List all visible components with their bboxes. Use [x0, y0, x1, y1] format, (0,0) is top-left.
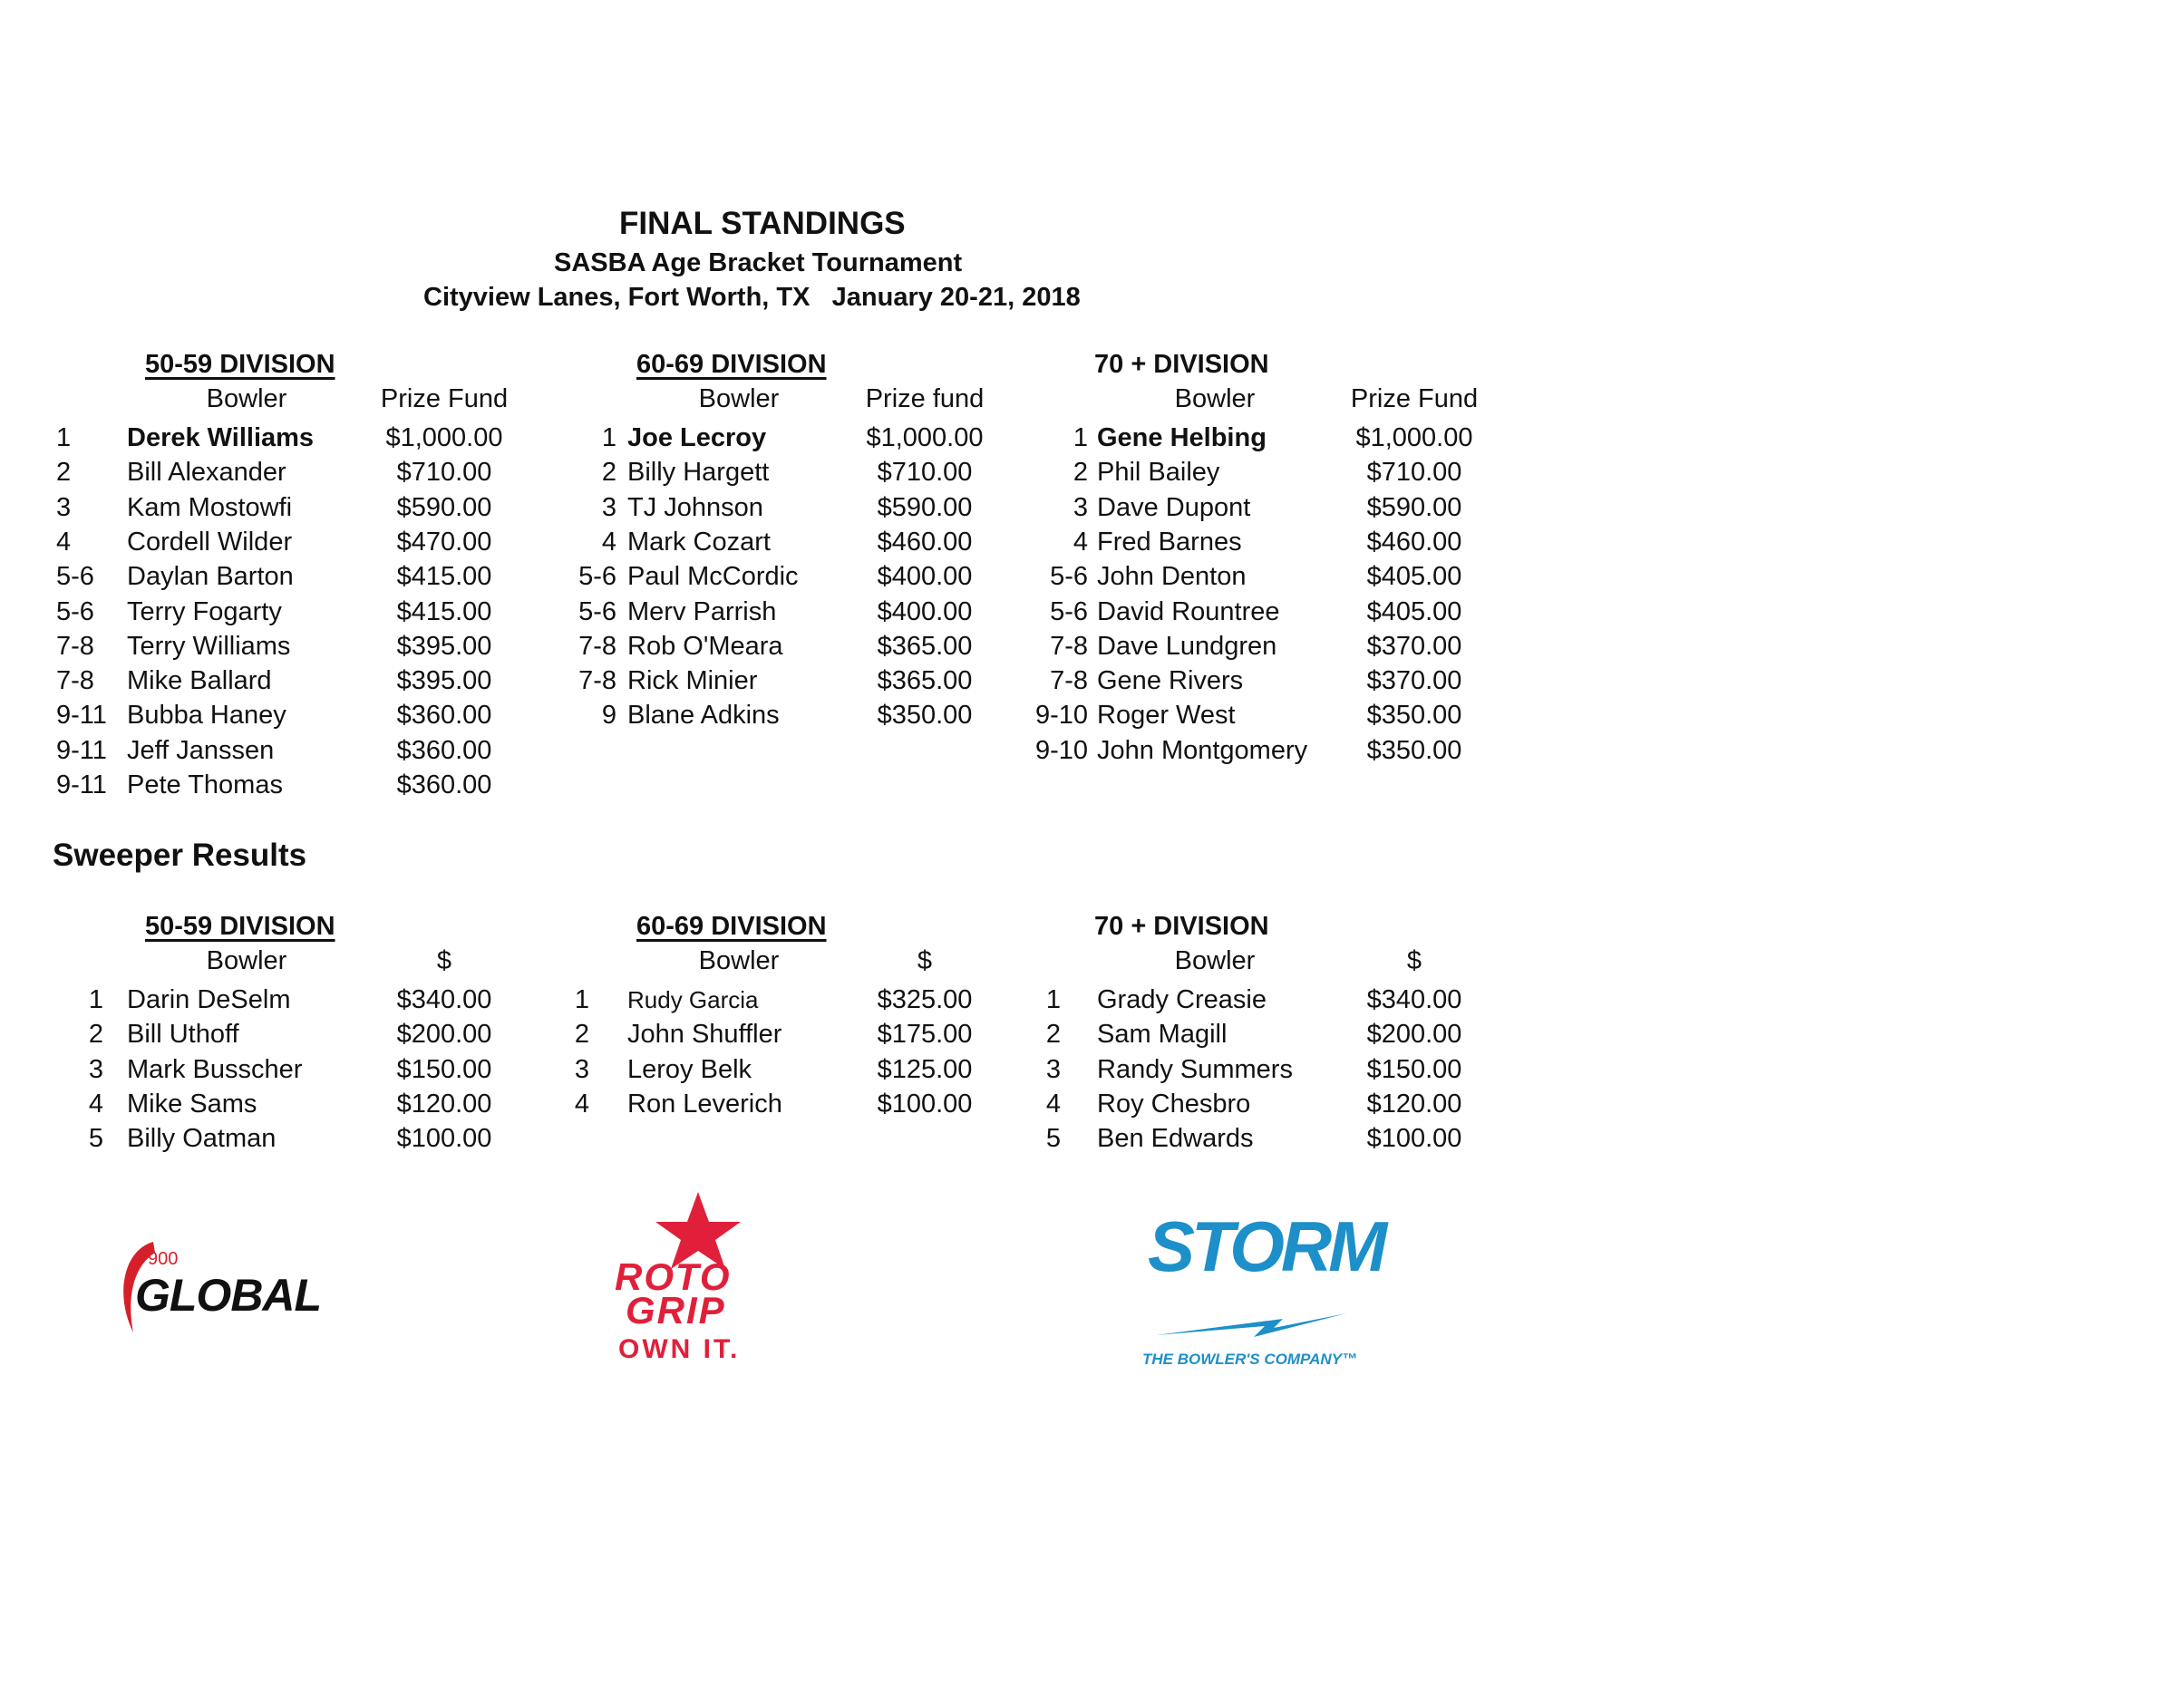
place-cell: 4 — [1045, 1089, 1061, 1119]
bowler-cell: Ben Edwards — [1097, 1124, 1254, 1154]
prize-column-header: Prize fund — [865, 384, 985, 413]
global-logo-name: GLOBAL — [135, 1270, 322, 1321]
place-cell: 5 — [1045, 1124, 1061, 1154]
place-cell: 9-10 — [1034, 701, 1088, 731]
rotogrip-line1: ROTO — [615, 1255, 732, 1298]
place-cell: 7-8 — [578, 631, 616, 661]
prize-cell: $460.00 — [877, 527, 973, 557]
prize-cell: $400.00 — [877, 596, 973, 626]
prize-cell: $470.00 — [396, 527, 492, 557]
bowler-column-header: Bowler — [1174, 946, 1256, 975]
place-cell: 2 — [1045, 1020, 1061, 1050]
bowler-cell: Randy Summers — [1097, 1054, 1293, 1084]
prize-cell: $405.00 — [1366, 562, 1462, 592]
prize-cell: $200.00 — [396, 1020, 492, 1050]
prize-cell: $590.00 — [396, 492, 492, 522]
prize-cell: $100.00 — [877, 1089, 973, 1119]
prize-cell: $325.00 — [877, 985, 973, 1014]
bowler-cell: Dave Dupont — [1097, 492, 1251, 522]
prize-cell: $100.00 — [396, 1124, 492, 1154]
division-title: 50-59 DIVISION — [145, 350, 335, 379]
place-cell: 1 — [1045, 985, 1061, 1014]
prize-cell: $370.00 — [1366, 631, 1462, 661]
bowler-cell: Terry Fogarty — [127, 596, 282, 626]
place-cell: 5-6 — [1050, 596, 1088, 626]
prize-column-header: $ — [1406, 946, 1422, 975]
bowler-cell: Mark Busscher — [127, 1054, 303, 1084]
place-cell: 9-11 — [56, 701, 107, 731]
place-cell: 5-6 — [578, 562, 616, 592]
prize-cell: $370.00 — [1366, 666, 1462, 696]
tournament-name: SASBA Age Bracket Tournament — [554, 248, 963, 277]
prize-cell: $175.00 — [877, 1020, 973, 1050]
prize-column-header: $ — [917, 946, 933, 975]
place-cell: 9 — [601, 701, 616, 731]
place-cell: 1 — [574, 985, 589, 1014]
place-cell: 3 — [56, 492, 72, 522]
place-cell: 4 — [574, 1089, 589, 1119]
bowler-cell: Billy Hargett — [627, 458, 770, 488]
bowler-cell: Grady Creasie — [1097, 985, 1267, 1014]
prize-cell: $1,000.00 — [385, 423, 503, 452]
prize-cell: $460.00 — [1366, 527, 1462, 557]
bowler-cell: David Rountree — [1097, 596, 1280, 626]
bowler-column-header: Bowler — [698, 384, 780, 413]
prize-cell: $405.00 — [1366, 596, 1462, 626]
lightning-bolt-icon — [1156, 1301, 1355, 1346]
bowler-cell: Paul McCordic — [627, 562, 799, 592]
prize-cell: $200.00 — [1366, 1020, 1462, 1050]
bowler-cell: Roger West — [1097, 701, 1236, 731]
bowler-cell: Darin DeSelm — [127, 985, 291, 1014]
bowler-cell: Rick Minier — [627, 666, 758, 696]
prize-cell: $590.00 — [1366, 492, 1462, 522]
prize-cell: $100.00 — [1366, 1124, 1462, 1154]
bowler-cell: Rudy Garcia — [627, 986, 759, 1013]
prize-cell: $710.00 — [877, 458, 973, 488]
rotogrip-line2: GRIP — [626, 1289, 726, 1332]
bowler-cell: Merv Parrish — [627, 596, 777, 626]
bowler-cell: Bill Uthoff — [127, 1020, 239, 1050]
prize-cell: $710.00 — [396, 458, 492, 488]
place-cell: 7-8 — [56, 666, 94, 696]
bowler-cell: John Shuffler — [627, 1020, 782, 1050]
place-cell: 4 — [88, 1089, 103, 1119]
bowler-column-header: Bowler — [1174, 384, 1256, 413]
place-cell: 5-6 — [1050, 562, 1088, 592]
bowler-cell: Mark Cozart — [627, 527, 771, 557]
place-cell: 2 — [574, 1020, 589, 1050]
global-logo-small: 900 — [148, 1249, 179, 1269]
place-cell: 1 — [601, 423, 616, 452]
bowler-cell: Gene Helbing — [1097, 423, 1267, 452]
prize-cell: $415.00 — [396, 562, 492, 592]
place-cell: 9-10 — [1034, 735, 1088, 765]
place-cell: 4 — [1073, 527, 1088, 557]
page-title: FINAL STANDINGS — [619, 206, 906, 241]
division-title: 60-69 DIVISION — [636, 350, 827, 379]
prize-cell: $1,000.00 — [1355, 423, 1473, 452]
storm-logo-name: STORM — [1148, 1206, 1384, 1286]
place-cell: 2 — [601, 458, 616, 488]
prize-cell: $365.00 — [877, 666, 973, 696]
place-cell: 9-11 — [56, 735, 107, 765]
division-title: 50-59 DIVISION — [145, 912, 335, 941]
bowler-cell: Cordell Wilder — [127, 527, 293, 557]
global-logo — [113, 1233, 331, 1341]
bowler-cell: Gene Rivers — [1097, 666, 1244, 696]
place-cell: 1 — [88, 985, 103, 1014]
bowler-cell: Blane Adkins — [627, 701, 780, 731]
place-cell: 7-8 — [1050, 666, 1088, 696]
place-cell: 4 — [56, 527, 72, 557]
prize-cell: $350.00 — [1366, 701, 1462, 731]
rotogrip-logo — [609, 1187, 800, 1369]
prize-cell: $350.00 — [1366, 735, 1462, 765]
prize-cell: $340.00 — [396, 985, 492, 1014]
bowler-cell: TJ Johnson — [627, 492, 763, 522]
bowler-cell: Sam Magill — [1097, 1020, 1228, 1050]
prize-cell: $120.00 — [1366, 1089, 1462, 1119]
bowler-cell: Leroy Belk — [627, 1054, 752, 1084]
prize-cell: $1,000.00 — [866, 423, 984, 452]
prize-column-header: Prize Fund — [380, 384, 509, 413]
place-cell: 7-8 — [1050, 631, 1088, 661]
prize-cell: $360.00 — [396, 770, 492, 799]
bowler-cell: Rob O'Meara — [627, 631, 783, 661]
division-title: 70 + DIVISION — [1094, 912, 1269, 941]
bowler-column-header: Bowler — [206, 384, 287, 413]
prize-cell: $150.00 — [396, 1054, 492, 1084]
storm-tagline: THE BOWLER'S COMPANY™ — [1142, 1351, 1358, 1368]
prize-cell: $400.00 — [877, 562, 973, 592]
bowler-cell: Jeff Janssen — [127, 735, 275, 765]
storm-logo — [1142, 1206, 1384, 1378]
rotogrip-tagline: OWN IT. — [618, 1334, 741, 1364]
bowler-cell: Bubba Haney — [127, 701, 286, 731]
sweeper-title: Sweeper Results — [53, 838, 307, 873]
prize-cell: $125.00 — [877, 1054, 973, 1084]
prize-cell: $365.00 — [877, 631, 973, 661]
bowler-cell: Derek Williams — [127, 423, 315, 452]
place-cell: 3 — [1073, 492, 1088, 522]
place-cell: 1 — [56, 423, 72, 452]
bowler-column-header: Bowler — [206, 946, 287, 975]
bowler-cell: Pete Thomas — [127, 770, 283, 799]
prize-cell: $340.00 — [1366, 985, 1462, 1014]
prize-column-header: $ — [436, 946, 452, 975]
place-cell: 7-8 — [578, 666, 616, 696]
venue-date: Cityview Lanes, Fort Worth, TX January 20-21, 2018 — [423, 283, 1081, 312]
place-cell: 3 — [1045, 1054, 1061, 1084]
place-cell: 5-6 — [56, 596, 94, 626]
place-cell: 3 — [574, 1054, 589, 1084]
place-cell: 2 — [56, 458, 72, 488]
bowler-cell: Dave Lundgren — [1097, 631, 1277, 661]
prize-cell: $590.00 — [877, 492, 973, 522]
place-cell: 3 — [601, 492, 616, 522]
prize-cell: $710.00 — [1366, 458, 1462, 488]
place-cell: 2 — [88, 1020, 103, 1050]
bowler-cell: Billy Oatman — [127, 1124, 277, 1154]
bowler-cell: Roy Chesbro — [1097, 1089, 1251, 1119]
place-cell: 2 — [1073, 458, 1088, 488]
prize-cell: $415.00 — [396, 596, 492, 626]
bowler-cell: Mike Ballard — [127, 666, 272, 696]
bowler-cell: Fred Barnes — [1097, 527, 1242, 557]
prize-cell: $395.00 — [396, 666, 492, 696]
division-title: 60-69 DIVISION — [636, 912, 827, 941]
place-cell: 9-11 — [56, 770, 107, 799]
bowler-cell: Joe Lecroy — [627, 423, 767, 452]
place-cell: 7-8 — [56, 631, 94, 661]
prize-cell: $120.00 — [396, 1089, 492, 1119]
bowler-cell: Ron Leverich — [627, 1089, 782, 1119]
bowler-cell: Terry Williams — [127, 631, 291, 661]
prize-column-header: Prize Fund — [1350, 384, 1479, 413]
place-cell: 5-6 — [56, 562, 94, 592]
place-cell: 3 — [88, 1054, 103, 1084]
bowler-cell: Phil Bailey — [1097, 458, 1220, 488]
bowler-cell: John Montgomery — [1097, 735, 1308, 765]
bowler-column-header: Bowler — [698, 946, 780, 975]
bowler-cell: John Denton — [1097, 562, 1247, 592]
bowler-cell: Daylan Barton — [127, 562, 294, 592]
division-title: 70 + DIVISION — [1094, 350, 1269, 379]
place-cell: 4 — [601, 527, 616, 557]
bowler-cell: Kam Mostowfi — [127, 492, 293, 522]
prize-cell: $350.00 — [877, 701, 973, 731]
prize-cell: $360.00 — [396, 735, 492, 765]
prize-cell: $150.00 — [1366, 1054, 1462, 1084]
bowler-cell: Mike Sams — [127, 1089, 257, 1119]
place-cell: 1 — [1073, 423, 1088, 452]
prize-cell: $360.00 — [396, 701, 492, 731]
place-cell: 5 — [88, 1124, 103, 1154]
prize-cell: $395.00 — [396, 631, 492, 661]
bowler-cell: Bill Alexander — [127, 458, 286, 488]
place-cell: 5-6 — [578, 596, 616, 626]
